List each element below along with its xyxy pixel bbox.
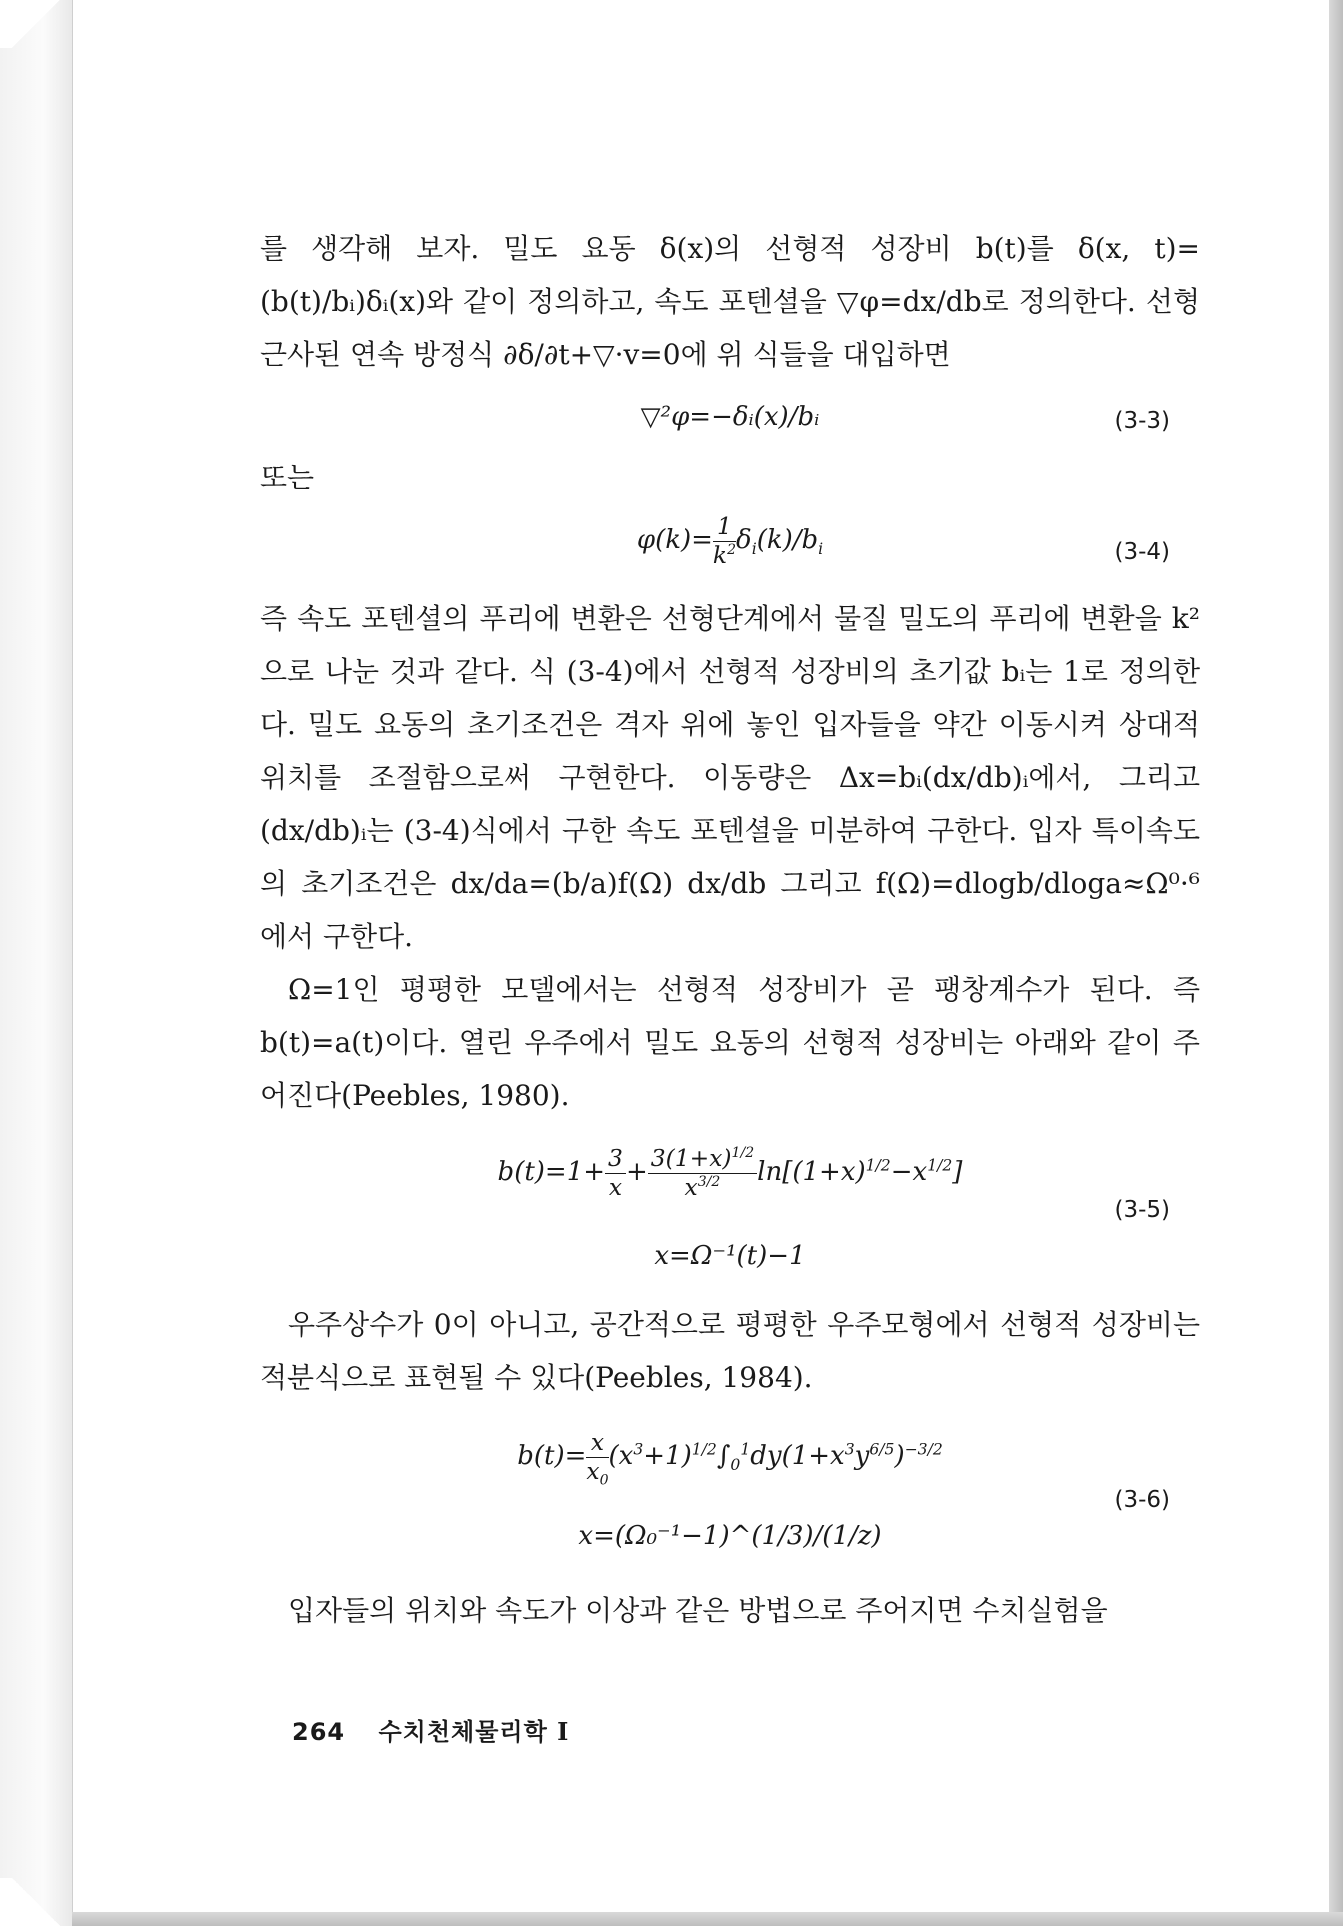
page-bottom-edge	[72, 1912, 1343, 1926]
equation-3-4-body: φ(k)= $\frac{1}{k^2}$ $\delta_i(k)/b_i$	[636, 512, 824, 569]
equation-3-5	[260, 1122, 1200, 1298]
equation-3-3-number: (3-3)	[1114, 408, 1170, 434]
equation-3-4	[260, 504, 1200, 592]
equation-3-6-line2: x=(Ω₀⁻¹−1)^(1/3)/(1/z)	[578, 1521, 882, 1551]
fraction-growth-term: $\frac{3(1+x)^{1/2}}{x^{3/2}}$	[648, 1147, 757, 1199]
equation-3-5-line2: x=Ω⁻¹(t)−1	[654, 1241, 806, 1271]
paragraph-3: 즉 속도 포텐셜의 푸리에 변환은 선형단계에서 물질 밀도의 푸리에 변환을 k²으로 나눈 것과 같다. 식 (3-4)에서 선형적 성장비의 초기값 bᵢ는 1로 정의한다. 밀도 요동의 초기조건은 격자 위에 놓인 입자들을 약간 이동시켜 상대적 위치를 조절함으로써 구현한다. 이동량은 Δx=bᵢ(dx/db)ᵢ에서, 그리고 (dx/db)ᵢ는 (3-4)식에서 구한 속도 포텐셜을 미분하여 구한다. 입자 특이속도의 초기조건은 dx/da=(b/a)f(Ω) dx/db 그리고 f(Ω)=dlogb/dloga≈Ω⁰·⁶에서 구한다.	[260, 602, 1200, 953]
paragraph-4: Ω=1인 평평한 모델에서는 선형적 성장비가 곧 팽창계수가 된다. 즉 b(t)=a(t)이다. 열린 우주에서 밀도 요동의 선형적 성장비는 아래와 같이 주어진다(Peebles, 1980).	[260, 973, 1200, 1112]
page-number: 264	[292, 1718, 346, 1746]
paragraph-2: 또는	[260, 461, 315, 494]
page-footer	[292, 1712, 569, 1747]
paragraph-1: 를 생각해 보자. 밀도 요동 δ(x)의 선형적 성장비 b(t)를 δ(x, t)=(b(t)/bᵢ)δᵢ(x)와 같이 정의하고, 속도 포텐셜을 ▽φ=dx/db로 정의한다. 선형 근사된 연속 방정식 ∂δ/∂t+▽·v=0에 위 식들을 대입하면	[260, 232, 1200, 371]
equation-3-3-body: ▽²φ=−δᵢ(x)/bᵢ	[640, 402, 820, 432]
page-content	[260, 222, 1200, 1637]
fraction-one-over-k-squared: $\frac{1}{k^2}$	[712, 512, 737, 569]
equation-3-6-number: (3-6)	[1114, 1487, 1170, 1513]
fraction-3-over-x: $\frac{3}{x}$	[605, 1147, 626, 1199]
equation-3-6-body: b(t)= $\frac{x}{x_0}$ $(x^3+1)^{1/2}\int_0^1dy(1+x^3y^{6/5})^{-3/2}$	[517, 1428, 943, 1489]
equation-3-3	[260, 381, 1200, 451]
spine-bottom-corner	[0, 1878, 72, 1926]
equation-3-5-number: (3-5)	[1114, 1197, 1170, 1223]
book-title: 수치천체물리학 I	[378, 1717, 570, 1746]
spine-top-corner	[0, 0, 72, 48]
paragraph-6: 입자들의 위치와 속도가 이상과 같은 방법으로 주어지면 수치실험을	[288, 1594, 1108, 1627]
equation-3-6	[260, 1404, 1200, 1584]
page-right-edge	[1329, 0, 1343, 1926]
equation-3-5-body: b(t)=1+ $\frac{3}{x}$ + $\frac{3(1+x)^{1/2}}{x^{3/2}}$ $\ln[(1+x)^{1/2}-x^{1/2}]$	[497, 1144, 963, 1201]
equation-3-4-number: (3-4)	[1114, 539, 1170, 565]
fraction-x-over-x0: $\frac{x}{x_0}$	[586, 1428, 609, 1489]
paragraph-5: 우주상수가 0이 아니고, 공간적으로 평평한 우주모형에서 선형적 성장비는 적분식으로 표현될 수 있다(Peebles, 1984).	[260, 1308, 1200, 1394]
book-spine	[0, 0, 74, 1926]
